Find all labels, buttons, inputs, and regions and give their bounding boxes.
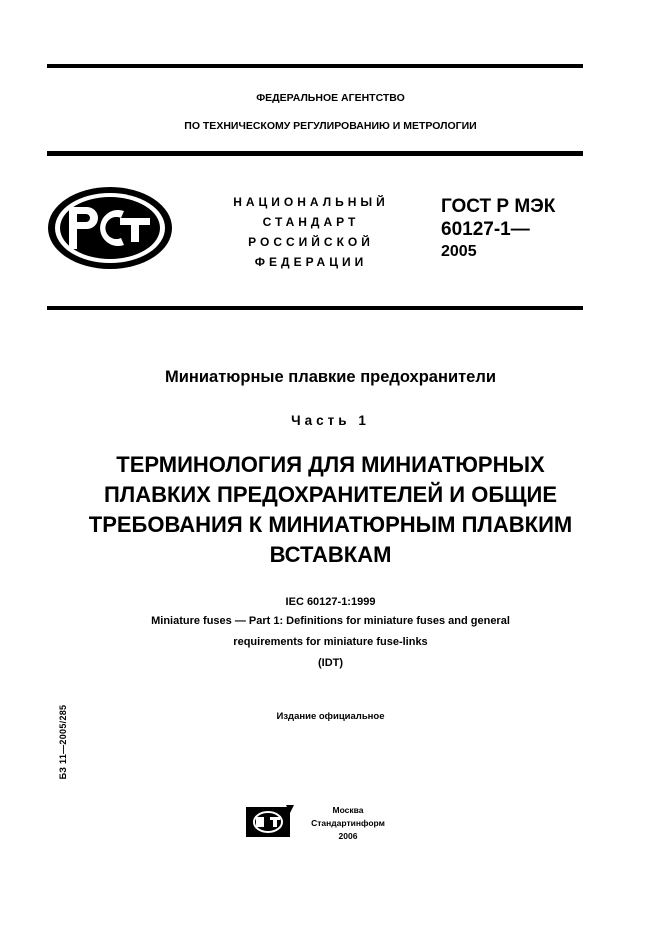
national-standard-line-1: НАЦИОНАЛЬНЫЙ (233, 195, 389, 209)
iec-title-line-2: requirements for miniature fuse-links (233, 636, 428, 648)
publisher-city: Москва (332, 805, 364, 815)
iec-code: IEC 60127-1:1999 (285, 596, 376, 608)
publisher-name: Стандартинформ (311, 818, 385, 828)
standartinform-logo-icon (246, 805, 294, 839)
agency-line-1: ФЕДЕРАЛЬНОЕ АГЕНТСТВО (256, 92, 405, 104)
iec-title-line-1: Miniature fuses — Part 1: Definitions for miniature fuses and general (151, 615, 510, 627)
top-rule (47, 64, 583, 68)
side-code: БЗ 11—2005/285 (58, 704, 68, 780)
gost-designation-line-1: ГОСТ Р МЭК (441, 196, 556, 217)
header-rule-bottom (47, 306, 583, 310)
gost-designation-line-2: 60127-1— (441, 219, 530, 240)
edition-label: Издание официальное (276, 711, 385, 722)
rst-logo-icon (46, 185, 174, 271)
document-main-title: ТЕРМИНОЛОГИЯ ДЛЯ МИНИАТЮРНЫХ ПЛАВКИХ ПРЕДОХРАНИТЕЛЕЙ И ОБЩИЕ ТРЕБОВАНИЯ К МИНИАТЮРНЫМ ПЛАВКИМ ВСТАВКАМ (88, 452, 573, 567)
document-part: Часть 1 (291, 413, 370, 428)
gost-year: 2005 (441, 243, 477, 260)
publisher-year: 2006 (338, 831, 358, 841)
national-standard-line-4: ФЕДЕРАЦИИ (254, 255, 368, 269)
header-rule-top (47, 151, 583, 156)
document-subject: Миниатюрные плавкие предохранители (165, 368, 496, 386)
iec-idt: (IDT) (317, 657, 344, 669)
publisher-block (298, 804, 398, 843)
national-standard-line-3: РОССИЙСКОЙ (248, 235, 374, 249)
national-standard-line-2: СТАНДАРТ (262, 215, 360, 229)
agency-line-2: ПО ТЕХНИЧЕСКОМУ РЕГУЛИРОВАНИЮ И МЕТРОЛОГИИ (184, 120, 477, 132)
